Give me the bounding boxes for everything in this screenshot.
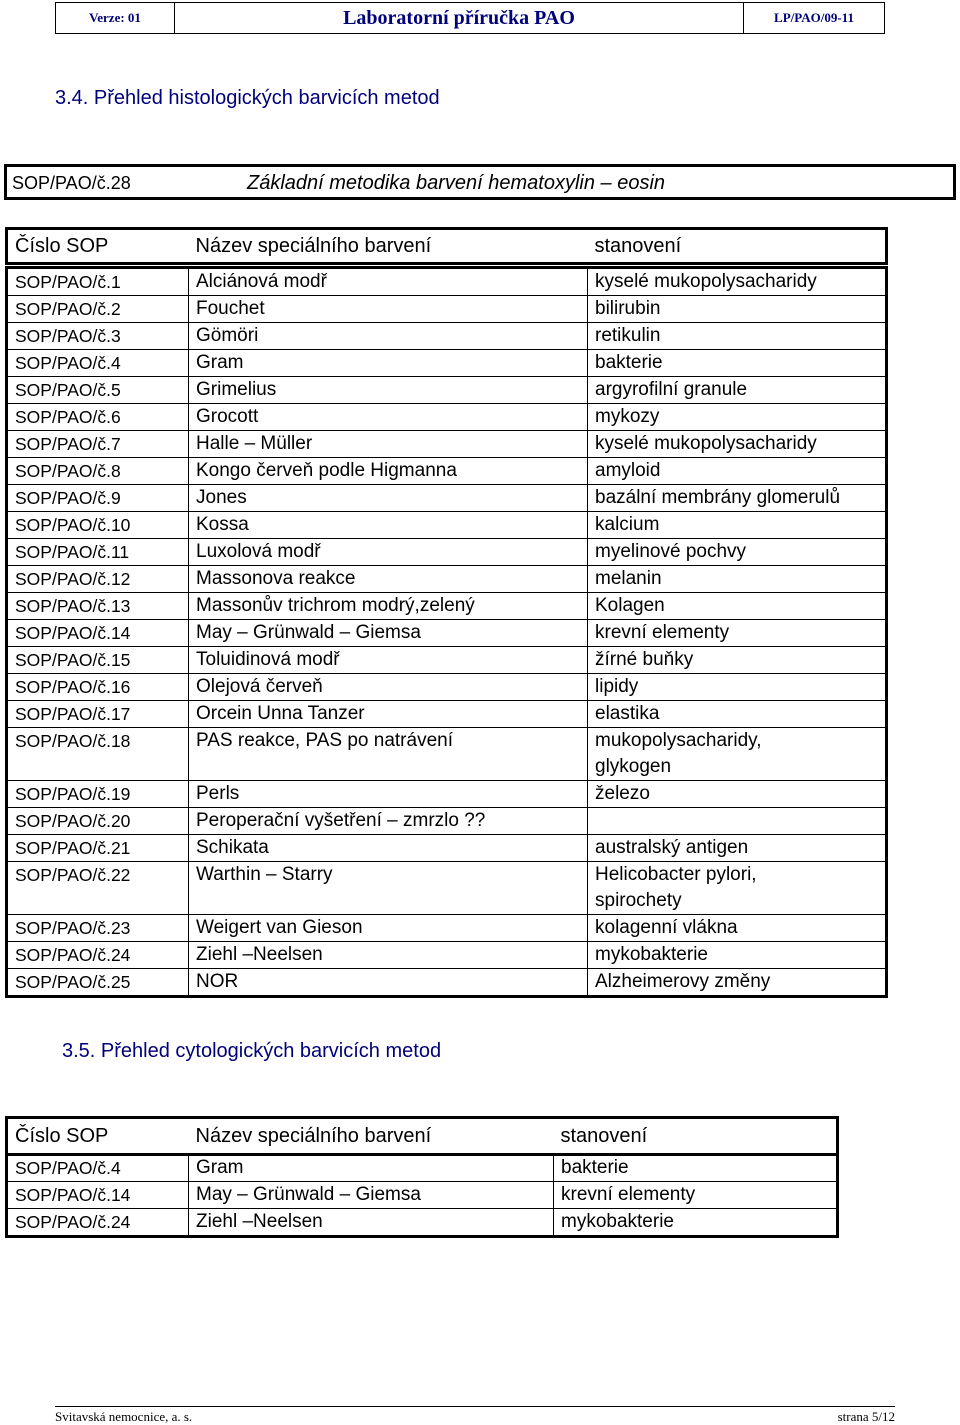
table-row: [7, 404, 887, 431]
staining-name-cell: May – Grünwald – Giemsa: [189, 1182, 554, 1209]
staining-name-cell: Massonův trichrom modrý,zelený: [189, 593, 588, 620]
table-row: [7, 512, 887, 539]
staining-name-cell: Ziehl –Neelsen: [189, 1209, 554, 1237]
column-header-code: Číslo SOP: [7, 229, 189, 264]
table-row: [7, 296, 887, 323]
sop-code-cell: SOP/PAO/č.6: [7, 404, 189, 431]
determination-cell: amyloid: [588, 458, 887, 485]
table-row: [7, 647, 887, 674]
table-row: [7, 701, 887, 728]
determination-cell: kyselé mukopolysacharidy: [588, 268, 887, 296]
table-row: [7, 268, 887, 296]
table-row: [7, 566, 887, 593]
staining-name-cell: Ziehl –Neelsen: [189, 942, 588, 969]
staining-name-cell: May – Grünwald – Giemsa: [189, 620, 588, 647]
base-method-box: [4, 164, 956, 200]
determination-cell: mykobakterie: [588, 942, 887, 969]
table-row: [7, 808, 887, 835]
staining-name-cell: Jones: [189, 485, 588, 512]
cytology-table-header: [5, 1116, 839, 1156]
table-row: [7, 593, 887, 620]
staining-name-cell: Orcein Unna Tanzer: [189, 701, 588, 728]
sop-code-cell: SOP/PAO/č.25: [7, 969, 189, 997]
sop-code-cell: SOP/PAO/č.16: [7, 674, 189, 701]
determination-cell: melanin: [588, 566, 887, 593]
table-row: [7, 915, 887, 942]
determination-cell: bazální membrány glomerulů: [588, 485, 887, 512]
staining-name-cell: Perls: [189, 781, 588, 808]
staining-name-cell: Massonova reakce: [189, 566, 588, 593]
table-row: [7, 728, 887, 781]
sop-code-cell: SOP/PAO/č.24: [7, 1209, 189, 1237]
table-row: [7, 781, 887, 808]
table-row: [7, 835, 887, 862]
table-row: [7, 323, 887, 350]
section-heading-histology: 3.4. Přehled histologických barvicích metod: [55, 87, 440, 109]
staining-name-cell: PAS reakce, PAS po natrávení: [189, 728, 588, 781]
header-code: LP/PAO/09-11: [774, 10, 854, 25]
sop-code-cell: SOP/PAO/č.19: [7, 781, 189, 808]
sop-code-cell: SOP/PAO/č.2: [7, 296, 189, 323]
staining-name-cell: Kossa: [189, 512, 588, 539]
determination-cell: myelinové pochvy: [588, 539, 887, 566]
sop-code-cell: SOP/PAO/č.14: [7, 1182, 189, 1209]
determination-cell: Helicobacter pylori, spirochety: [588, 862, 887, 915]
page-footer: [55, 1406, 895, 1424]
staining-name-cell: Gömöri: [189, 323, 588, 350]
sop-code-cell: SOP/PAO/č.13: [7, 593, 189, 620]
sop-code-cell: SOP/PAO/č.18: [7, 728, 189, 781]
sop-code-cell: SOP/PAO/č.8: [7, 458, 189, 485]
determination-cell: Kolagen: [588, 593, 887, 620]
page-header: [55, 2, 885, 34]
staining-name-cell: Gram: [189, 1155, 554, 1182]
sop-code-cell: SOP/PAO/č.4: [7, 1155, 189, 1182]
sop-code-cell: SOP/PAO/č.12: [7, 566, 189, 593]
column-header-result: stanovení: [554, 1118, 838, 1155]
sop-code-cell: SOP/PAO/č.5: [7, 377, 189, 404]
histology-table-header: [5, 227, 888, 265]
sop-code-cell: SOP/PAO/č.22: [7, 862, 189, 915]
staining-name-cell: Schikata: [189, 835, 588, 862]
sop-code-cell: SOP/PAO/č.20: [7, 808, 189, 835]
table-row: [7, 969, 887, 997]
determination-cell: bakterie: [554, 1155, 838, 1182]
determination-cell: žírné buňky: [588, 647, 887, 674]
determination-cell: elastika: [588, 701, 887, 728]
determination-cell: bakterie: [588, 350, 887, 377]
sop-code-cell: SOP/PAO/č.1: [7, 268, 189, 296]
staining-name-cell: Toluidinová modř: [189, 647, 588, 674]
determination-cell: Alzheimerovy změny: [588, 969, 887, 997]
sop-code-cell: SOP/PAO/č.9: [7, 485, 189, 512]
determination-cell: bilirubin: [588, 296, 887, 323]
column-header-result: stanovení: [588, 229, 887, 264]
determination-cell: mykobakterie: [554, 1209, 838, 1237]
sop-code-cell: SOP/PAO/č.7: [7, 431, 189, 458]
sop-code-cell: SOP/PAO/č.15: [7, 647, 189, 674]
base-method-code: SOP/PAO/č.28: [12, 173, 131, 193]
determination-cell: mukopolysacharidy, glykogen: [588, 728, 887, 781]
column-header-name: Název speciálního barvení: [189, 229, 588, 264]
table-row: [7, 539, 887, 566]
determination-cell: kyselé mukopolysacharidy: [588, 431, 887, 458]
staining-name-cell: Fouchet: [189, 296, 588, 323]
staining-name-cell: NOR: [189, 969, 588, 997]
determination-cell: krevní elementy: [554, 1182, 838, 1209]
determination-cell: krevní elementy: [588, 620, 887, 647]
table-row: [7, 1155, 838, 1182]
table-row: [7, 620, 887, 647]
cytology-table: [5, 1154, 839, 1238]
sop-code-cell: SOP/PAO/č.11: [7, 539, 189, 566]
staining-name-cell: Grocott: [189, 404, 588, 431]
footer-organization: Svitavská nemocnice, a. s.: [55, 1409, 193, 1424]
staining-name-cell: Weigert van Gieson: [189, 915, 588, 942]
staining-name-cell: Peroperační vyšetření – zmrzlo ??: [189, 808, 588, 835]
staining-name-cell: Luxolová modř: [189, 539, 588, 566]
sop-code-cell: SOP/PAO/č.3: [7, 323, 189, 350]
sop-code-cell: SOP/PAO/č.10: [7, 512, 189, 539]
determination-cell: mykozy: [588, 404, 887, 431]
table-row: [7, 350, 887, 377]
staining-name-cell: Grimelius: [189, 377, 588, 404]
column-header-code: Číslo SOP: [7, 1118, 189, 1155]
staining-name-cell: Warthin – Starry: [189, 862, 588, 915]
staining-name-cell: Halle – Müller: [189, 431, 588, 458]
table-row: [7, 485, 887, 512]
determination-cell: železo: [588, 781, 887, 808]
header-title: Laboratorní příručka PAO: [175, 3, 744, 33]
sop-code-cell: SOP/PAO/č.24: [7, 942, 189, 969]
header-version: Verze: 01: [56, 3, 175, 33]
sop-code-cell: SOP/PAO/č.17: [7, 701, 189, 728]
determination-cell: retikulin: [588, 323, 887, 350]
column-header-name: Název speciálního barvení: [189, 1118, 554, 1155]
table-row: [7, 458, 887, 485]
base-method-title: Základní metodika barvení hematoxylin – eosin: [247, 172, 666, 194]
determination-cell: australský antigen: [588, 835, 887, 862]
staining-name-cell: Kongo červeň podle Higmanna: [189, 458, 588, 485]
sop-code-cell: SOP/PAO/č.14: [7, 620, 189, 647]
footer-page-number: strana 5/12: [837, 1409, 895, 1424]
table-row: [7, 674, 887, 701]
determination-cell: kalcium: [588, 512, 887, 539]
sop-code-cell: SOP/PAO/č.23: [7, 915, 189, 942]
table-row: [7, 377, 887, 404]
sop-code-cell: SOP/PAO/č.21: [7, 835, 189, 862]
sop-code-cell: SOP/PAO/č.4: [7, 350, 189, 377]
table-row: [7, 862, 887, 915]
determination-cell: lipidy: [588, 674, 887, 701]
staining-name-cell: Olejová červeň: [189, 674, 588, 701]
section-heading-cytology: 3.5. Přehled cytologických barvicích metod: [62, 1040, 442, 1062]
determination-cell: [588, 808, 887, 835]
histology-table: [5, 266, 888, 998]
table-row: [7, 1209, 838, 1237]
table-row: [7, 1182, 838, 1209]
table-row: [7, 942, 887, 969]
staining-name-cell: Gram: [189, 350, 588, 377]
table-row: [7, 431, 887, 458]
determination-cell: kolagenní vlákna: [588, 915, 887, 942]
determination-cell: argyrofilní granule: [588, 377, 887, 404]
staining-name-cell: Alciánová modř: [189, 268, 588, 296]
